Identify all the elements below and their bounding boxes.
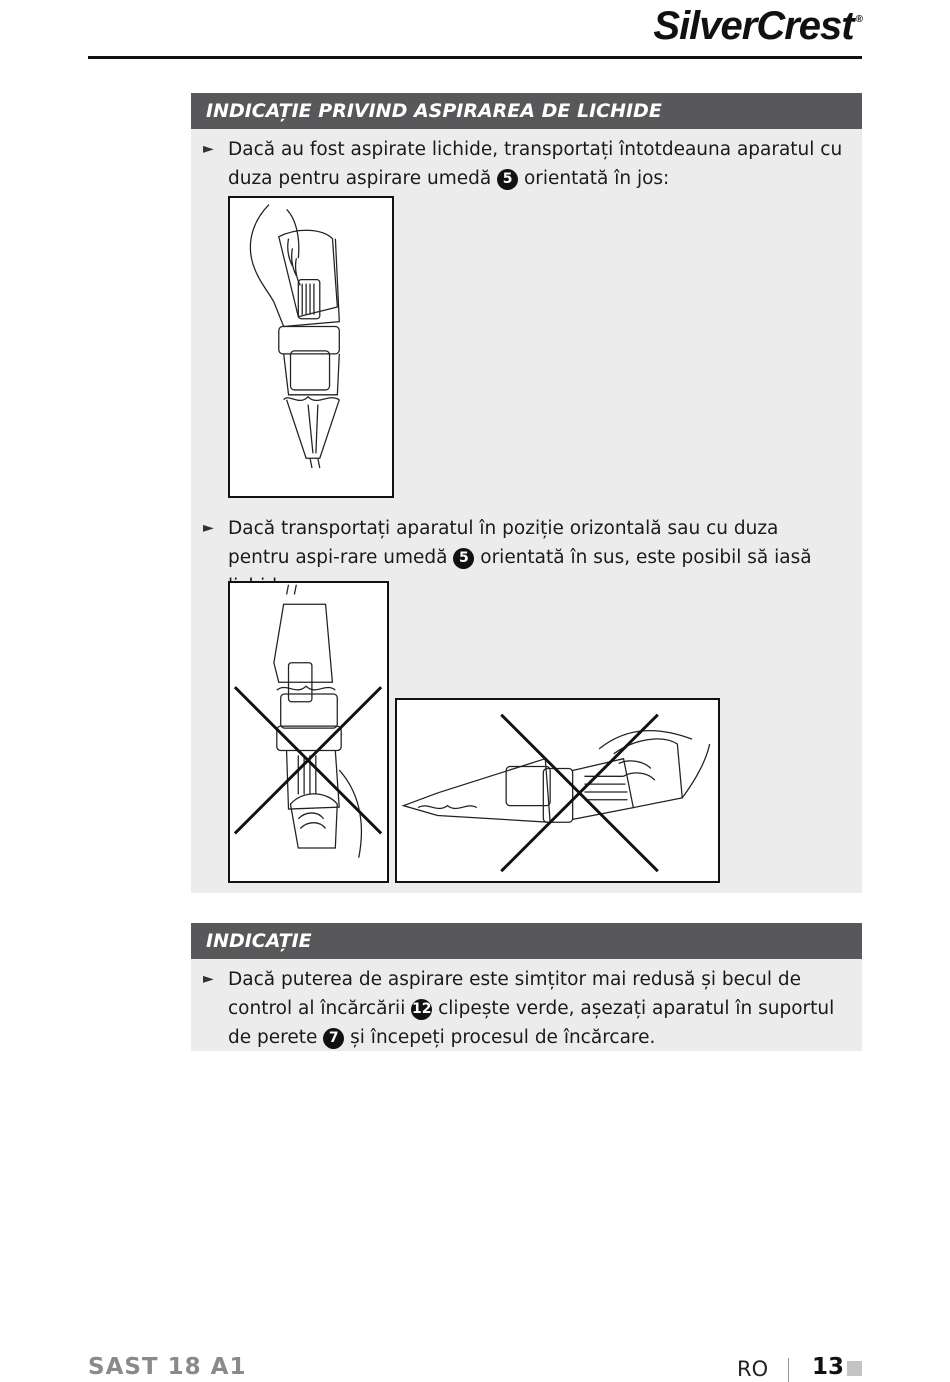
footer-divider <box>788 1358 789 1382</box>
item-text: orientată în sus, este posibil să iasă <box>480 547 812 568</box>
item-text: clipește verde, așezați aparatul în suportul de perete <box>228 998 835 1048</box>
ref-number-badge: 5 <box>453 548 474 569</box>
section-title: INDICAȚIE PRIVIND ASPIRAREA DE LICHIDE <box>191 93 862 129</box>
figure-nozzle-down <box>228 196 394 498</box>
ref-number-badge: 7 <box>323 1028 344 1049</box>
item-text: orientată în jos: <box>523 168 670 189</box>
bullet-item <box>203 135 843 193</box>
model-number: SAST 18 A1 <box>88 1354 247 1380</box>
item-text: și începeți procesul de încărcare. <box>350 1027 656 1048</box>
brand-name: SilverCrest <box>653 4 854 48</box>
liquid-suction-note-box <box>191 93 862 893</box>
header-rule <box>88 56 862 59</box>
language-code: RO <box>737 1357 769 1381</box>
page-number: 13 <box>812 1354 845 1380</box>
figure-horizontal-crossed <box>395 698 720 883</box>
arrow-bullet-icon: ► <box>203 520 214 536</box>
ref-number-badge: 5 <box>497 169 518 190</box>
arrow-bullet-icon: ► <box>203 141 214 157</box>
registered-mark: ® <box>855 14 862 25</box>
arrow-bullet-icon: ► <box>203 971 214 987</box>
brand-logo <box>653 4 862 49</box>
charging-note-box <box>191 923 862 1051</box>
section-title: INDICAȚIE <box>191 923 862 959</box>
bullet-item <box>203 965 843 1052</box>
ref-number-badge: 12 <box>411 999 432 1020</box>
page-marker-square <box>847 1361 862 1376</box>
item-text: Dacă au fost aspirate lichide, transportați întotdeauna aparatul cu duza pentru aspirare umedă <box>228 139 843 189</box>
figure-nozzle-up-crossed <box>228 581 389 883</box>
item-text: Dacă transportați aparatul în poziție orizontală sau cu duza pentru aspi-rare umedă <box>228 518 779 568</box>
item-text: Dacă puterea de aspirare este simțitor mai redusă și becul de control al încărcării <box>228 969 802 1019</box>
